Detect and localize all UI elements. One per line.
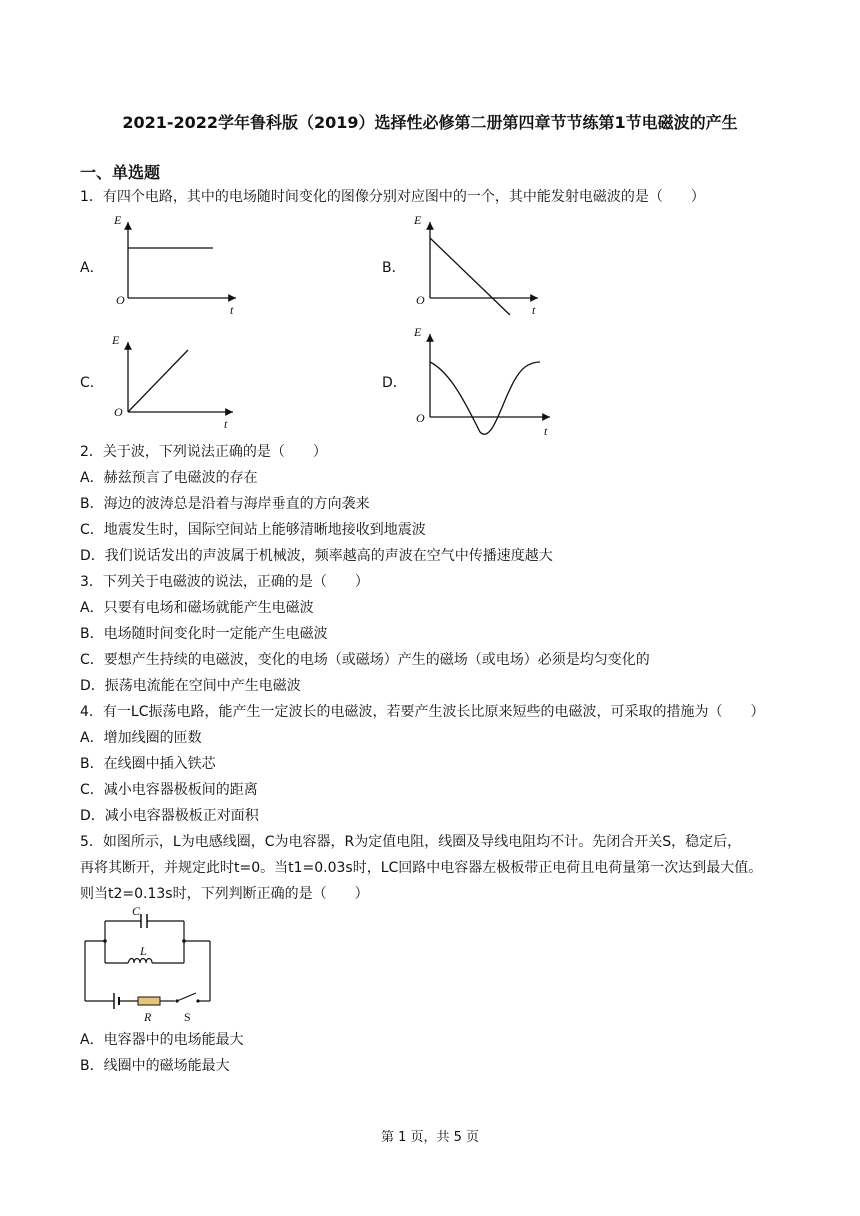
q1-graph-c[interactable] — [108, 330, 243, 435]
q1d-axis-e: E — [414, 325, 422, 339]
q1d-origin: O — [416, 411, 425, 425]
q1c-axis-e: E — [112, 333, 120, 347]
q1-option-b-label: B． — [382, 260, 406, 276]
q3-option-b[interactable]: B．电场随时间变化时一定能产生电磁波 — [80, 626, 328, 642]
q1-stem: 1．有四个电路，其中的电场随时间变化的图像分别对应图中的一个，其中能发射电磁波的是（ ） — [80, 189, 705, 205]
q1a-axis-t: t — [230, 303, 234, 317]
q2-option-b[interactable]: B．海边的波涛总是沿着与海岸垂直的方向袭来 — [80, 496, 370, 512]
q1-graph-b[interactable] — [410, 210, 545, 320]
circuit-label-c: C — [132, 905, 141, 918]
q4-option-c[interactable]: C．减小电容器极板间的距离 — [80, 782, 258, 798]
q1b-axis-e: E — [414, 213, 422, 227]
q4-option-a[interactable]: A．增加线圈的匝数 — [80, 730, 202, 746]
q5-stem-line1: 5．如图所示，L为电感线圈，C为电容器，R为定值电阻，线圈及导线电阻均不计。先闭合开关S，稳定后， — [80, 834, 742, 850]
q5-stem-line3: 则当t2=0.13s时，下列判断正确的是（ ） — [80, 886, 369, 902]
q1c-axis-t: t — [224, 417, 228, 431]
q5-option-b[interactable]: B．线圈中的磁场能最大 — [80, 1058, 230, 1074]
q3-option-a[interactable]: A．只要有电场和磁场就能产生电磁波 — [80, 600, 314, 616]
q1-option-d-label: D． — [382, 375, 407, 391]
circuit-label-s: S — [184, 1010, 191, 1024]
section-heading: 一、单选题 — [80, 163, 161, 182]
q3-option-d[interactable]: D．振荡电流能在空间中产生电磁波 — [80, 678, 301, 694]
q5-stem-line2: 再将其断开，并规定此时t=0。当t1=0.03s时，LC回路中电容器左极板带正电荷且电荷量第一次达到最大值。 — [80, 860, 763, 876]
q5-circuit-diagram — [80, 905, 220, 1025]
q1-option-c-label: C． — [80, 375, 104, 391]
q1-graph-d[interactable] — [410, 322, 560, 440]
q4-option-b[interactable]: B．在线圈中插入铁芯 — [80, 756, 216, 772]
q2-option-a[interactable]: A．赫兹预言了电磁波的存在 — [80, 470, 258, 486]
q4-stem: 4．有一LC振荡电路，能产生一定波长的电磁波，若要产生波长比原来短些的电磁波，可采取的措施为（ ） — [80, 704, 765, 720]
circuit-label-l: L — [140, 944, 147, 958]
page-footer: 第 1 页，共 5 页 — [380, 1130, 480, 1145]
q2-stem: 2．关于波，下列说法正确的是（ ） — [80, 444, 327, 460]
q1d-axis-t: t — [544, 424, 548, 438]
q2-option-d[interactable]: D．我们说话发出的声波属于机械波，频率越高的声波在空气中传播速度越大 — [80, 548, 553, 564]
page-title: 2021-2022学年鲁科版（2019）选择性必修第二册第四章节节练第1节电磁波的产生 — [122, 113, 738, 132]
q4-option-d[interactable]: D．减小电容器极板正对面积 — [80, 808, 259, 824]
q1c-origin: O — [114, 405, 123, 419]
q5-option-a[interactable]: A．电容器中的电场能最大 — [80, 1032, 244, 1048]
q1b-origin: O — [416, 293, 425, 307]
q3-stem: 3．下列关于电磁波的说法，正确的是（ ） — [80, 574, 369, 590]
q1b-axis-t: t — [532, 303, 536, 317]
q1a-axis-e: E — [114, 213, 122, 227]
q1a-origin: O — [116, 293, 125, 307]
q2-option-c[interactable]: C．地震发生时，国际空间站上能够清晰地接收到地震波 — [80, 522, 426, 538]
q1-graph-a[interactable] — [108, 210, 243, 320]
q1-option-a-label: A． — [80, 260, 104, 276]
circuit-label-r: R — [144, 1010, 152, 1024]
q3-option-c[interactable]: C．要想产生持续的电磁波，变化的电场（或磁场）产生的磁场（或电场）必须是均匀变化的 — [80, 652, 650, 668]
